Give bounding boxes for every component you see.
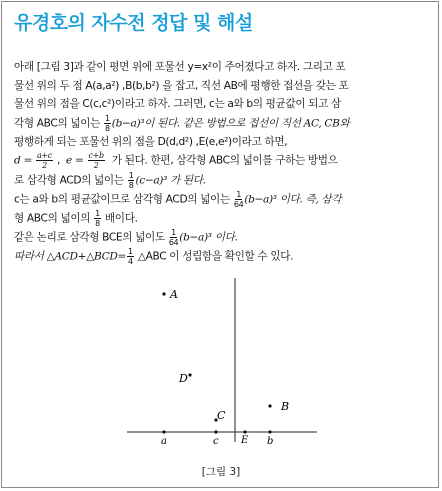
tick-e-label: E bbox=[241, 435, 249, 446]
point-c-label: C bbox=[217, 409, 226, 422]
text-line-4 bbox=[14, 114, 432, 133]
fraction-a-plus-c-over-2: $\frac{a+c}{2}$ bbox=[37, 151, 52, 171]
point-a-label: A bbox=[170, 288, 178, 301]
text-line-11: 따라서 △ACD+△BCD= $\frac{1}{4}$ △ABC 이 성립함을 확인할 수 있다. bbox=[14, 246, 294, 266]
tick-c-dot bbox=[214, 430, 217, 433]
article-title: 유경호의 자수전 정답 및 해설 bbox=[14, 12, 253, 34]
figure-3 bbox=[2, 272, 440, 487]
text-line-6: d = $\frac{a+c}{2}$ , e = $\frac{c+b}{2}$ 가 된다. 한편, 삼각형 ABC의 넓이를 구하는 방법으 bbox=[14, 151, 338, 171]
fraction-1-8: $\frac{1}{8}$ bbox=[95, 208, 100, 228]
text-line-9: 형 ABC의 넓이의 $\frac{1}{8}$ 배이다. bbox=[14, 208, 138, 228]
tick-a-label: a bbox=[161, 436, 167, 447]
text-line-10: 같은 논리로 삼각형 BCE의 넓이도 $\frac{1}{64}$ (b−a)³ 이다. bbox=[14, 227, 238, 247]
text-segment: (b−a)³이 된다. 같은 방법으로 접선이 직선 AC, CB와 bbox=[111, 117, 350, 130]
text-segment: 가 된다. 한편, 삼각형 ABC의 넓이를 구하는 방법으 bbox=[111, 154, 338, 167]
text-segment: 각형 ABC의 넓이는 bbox=[14, 117, 104, 130]
text-line-1: 아래 [그림 3]과 같이 평면 위에 포물선 y=x²이 주어졌다고 하자. 그리고 포 bbox=[14, 61, 346, 73]
d-equation: d = bbox=[14, 154, 32, 167]
fraction-1-8: $\frac{1}{8}$ bbox=[105, 113, 110, 133]
point-d-dot bbox=[188, 373, 191, 376]
tick-b-dot bbox=[268, 430, 271, 433]
fraction-1-4: $\frac{1}{4}$ bbox=[128, 246, 133, 266]
fraction-1-64: $\frac{1}{64}$ bbox=[233, 189, 244, 209]
tick-b-label: b bbox=[267, 436, 274, 447]
figure-caption: [그림 3] bbox=[201, 466, 241, 478]
tick-e-dot bbox=[243, 430, 246, 433]
text-line-7: 로 삼각형 ACD의 넓이는 $\frac{1}{8}$ (c−a)³ 가 된다. bbox=[14, 170, 206, 190]
fraction-c-plus-b-over-2: $\frac{c+b}{2}$ bbox=[88, 151, 104, 171]
point-a-dot bbox=[162, 292, 165, 295]
fraction-1-8: $\frac{1}{8}$ bbox=[128, 170, 134, 190]
article-frame bbox=[1, 1, 439, 488]
e-equation: e = bbox=[66, 154, 84, 167]
text-line-8: c는 a와 b의 평균값이므로 삼각형 ACD의 넓이는 $\frac{1}{64}$ (b−a)³ 이다. 즉, 삼각 bbox=[14, 189, 342, 209]
point-b-label: B bbox=[281, 400, 290, 413]
tick-a-dot bbox=[162, 430, 165, 433]
point-b-dot bbox=[268, 404, 271, 407]
point-d-label: D bbox=[179, 372, 188, 385]
article-body bbox=[14, 58, 432, 266]
tick-c-label: c bbox=[213, 436, 219, 447]
fraction-1-64: $\frac{1}{64}$ bbox=[168, 227, 179, 247]
text-line-2: 물선 위의 두 점 A(a,a²) ,B(b,b²) 을 잡고, 직선 AB에 평행한 접선을 갖는 포 bbox=[14, 79, 349, 92]
text-line-3: 물선 위의 점을 C(c,c²)이라고 하자. 그러면, c는 a와 b의 평균값이 되고 삼 bbox=[14, 98, 341, 111]
text-line-5: 평행하게 되는 포물선 위의 점을 D(d,d²) ,E(e,e²)이라고 하면, bbox=[14, 135, 288, 148]
